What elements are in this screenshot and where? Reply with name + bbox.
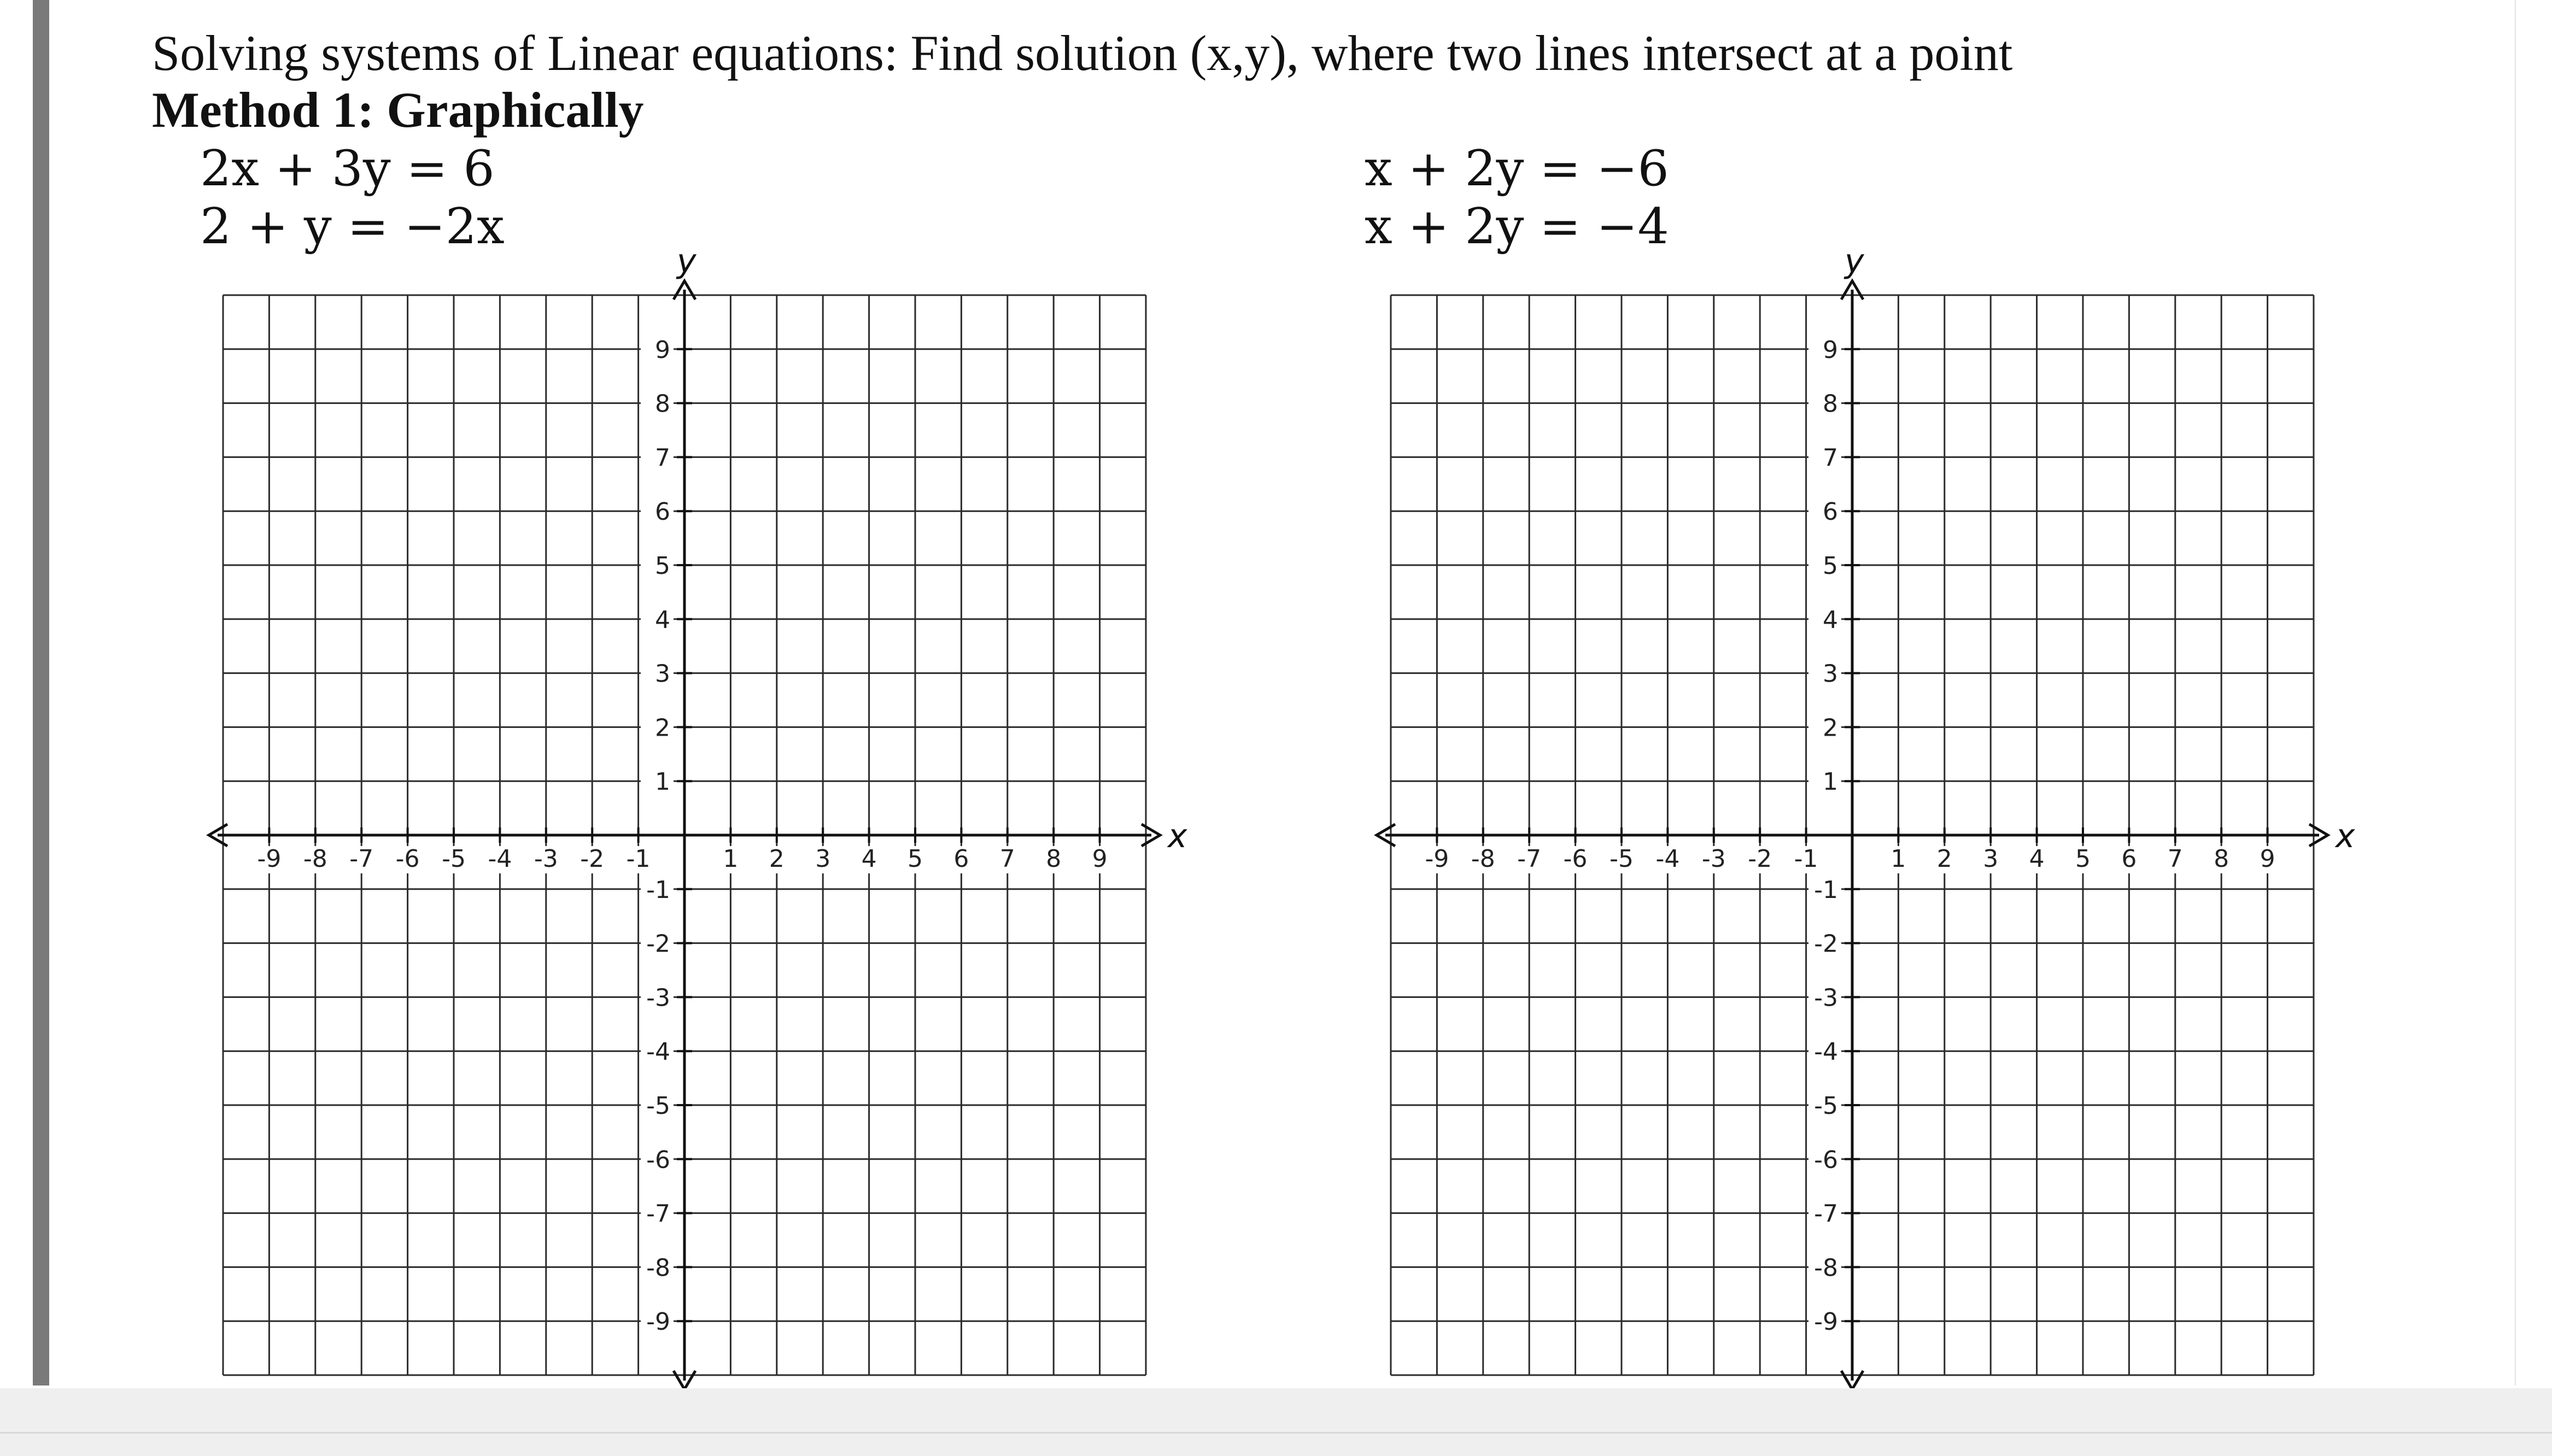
y-tick-label: -5 xyxy=(1814,1092,1838,1120)
x-tick-label: -9 xyxy=(1425,845,1449,873)
y-tick-label: -7 xyxy=(646,1200,670,1228)
y-tick-label: -8 xyxy=(1814,1254,1838,1282)
y-tick-label: -5 xyxy=(646,1092,670,1120)
y-tick-label: -8 xyxy=(646,1254,670,1282)
y-tick-label: 1 xyxy=(1823,768,1838,796)
x-tick-label: -3 xyxy=(1701,845,1726,873)
x-tick-label: 6 xyxy=(953,845,969,873)
worksheet-title: Solving systems of Linear equations: Find solution (x,y), where two lines intersect at a point xyxy=(152,25,2013,81)
y-tick-label: 2 xyxy=(655,714,670,742)
system-2-equation-2: x + 2y = −4 xyxy=(1365,198,1669,255)
x-tick-label: -3 xyxy=(534,845,558,873)
left-margin-bar xyxy=(33,0,49,1385)
y-tick-label: 1 xyxy=(655,768,670,796)
y-tick-label: -1 xyxy=(646,876,670,904)
system-2-equation-1: x + 2y = −6 xyxy=(1365,140,1669,197)
y-tick-label: 5 xyxy=(1823,552,1838,580)
coordinate-grid-right xyxy=(1348,230,2387,1388)
y-tick-label: -2 xyxy=(1814,930,1838,958)
viewer-bottom-border xyxy=(0,1432,2552,1434)
x-tick-label: 5 xyxy=(2075,845,2091,873)
x-tick-label: 9 xyxy=(1092,845,1108,873)
y-axis-label: y xyxy=(1845,242,1864,280)
x-tick-label: -2 xyxy=(580,845,605,873)
y-tick-label: 6 xyxy=(655,498,670,526)
x-tick-label: 9 xyxy=(2260,845,2275,873)
x-tick-label: 6 xyxy=(2121,845,2137,873)
x-tick-label: 3 xyxy=(1983,845,1999,873)
y-tick-label: 8 xyxy=(655,390,670,418)
y-tick-label: -3 xyxy=(646,984,670,1012)
x-tick-label: -6 xyxy=(1563,845,1588,873)
page-right-edge xyxy=(2515,0,2516,1385)
x-tick-label: 8 xyxy=(2214,845,2229,873)
y-tick-label: 9 xyxy=(1823,336,1838,364)
y-tick-label: 3 xyxy=(1823,660,1838,688)
x-tick-label: 7 xyxy=(999,845,1015,873)
x-tick-label: 8 xyxy=(1046,845,1062,873)
y-tick-label: 6 xyxy=(1823,498,1838,526)
y-tick-label: -3 xyxy=(1814,984,1838,1012)
y-tick-label: -1 xyxy=(1814,876,1838,904)
x-tick-label: -8 xyxy=(1471,845,1495,873)
x-tick-label: -5 xyxy=(1609,845,1634,873)
x-tick-label: 4 xyxy=(861,845,877,873)
system-1-equation-1: 2x + 3y = 6 xyxy=(200,140,495,197)
y-tick-label: 8 xyxy=(1823,390,1838,418)
x-tick-label: -6 xyxy=(395,845,420,873)
y-tick-label: 7 xyxy=(1823,444,1838,472)
x-tick-label: 2 xyxy=(769,845,785,873)
x-tick-label: -1 xyxy=(626,845,651,873)
x-tick-label: -1 xyxy=(1794,845,1818,873)
x-tick-label: 5 xyxy=(908,845,923,873)
y-tick-label: 2 xyxy=(1823,714,1838,742)
y-tick-label: -6 xyxy=(646,1146,670,1174)
x-tick-label: 1 xyxy=(723,845,739,873)
x-tick-label: 2 xyxy=(1936,845,1952,873)
method-heading: Method 1: Graphically xyxy=(152,82,644,138)
x-tick-label: 3 xyxy=(815,845,831,873)
x-tick-label: -7 xyxy=(1517,845,1542,873)
x-axis-label: x xyxy=(1168,817,1187,855)
x-tick-label: -4 xyxy=(1655,845,1680,873)
y-tick-label: 7 xyxy=(655,444,670,472)
x-tick-label: -4 xyxy=(488,845,512,873)
y-tick-label: -4 xyxy=(1814,1038,1838,1066)
y-axis-label: y xyxy=(677,242,696,280)
x-tick-label: -7 xyxy=(349,845,374,873)
x-tick-label: -8 xyxy=(303,845,327,873)
x-tick-label: -9 xyxy=(257,845,282,873)
y-tick-label: 5 xyxy=(655,552,670,580)
y-tick-label: -4 xyxy=(646,1038,670,1066)
y-tick-label: 3 xyxy=(655,660,670,688)
x-tick-label: -2 xyxy=(1748,845,1772,873)
y-tick-label: -2 xyxy=(646,930,670,958)
y-tick-label: -9 xyxy=(1814,1308,1838,1336)
x-tick-label: 4 xyxy=(2029,845,2045,873)
y-tick-label: -6 xyxy=(1814,1146,1838,1174)
y-tick-label: 4 xyxy=(1823,606,1838,634)
x-tick-label: 7 xyxy=(2167,845,2183,873)
y-tick-label: 4 xyxy=(655,606,670,634)
y-tick-label: -9 xyxy=(646,1308,670,1336)
x-axis-label: x xyxy=(2336,817,2355,855)
y-tick-label: 9 xyxy=(655,336,670,364)
system-1-equation-2: 2 + y = −2x xyxy=(200,198,505,255)
x-tick-label: 1 xyxy=(1890,845,1906,873)
viewer-bottom-area xyxy=(0,1388,2552,1456)
y-tick-label: -7 xyxy=(1814,1200,1838,1228)
x-tick-label: -5 xyxy=(442,845,466,873)
coordinate-grid-left xyxy=(180,230,1219,1388)
